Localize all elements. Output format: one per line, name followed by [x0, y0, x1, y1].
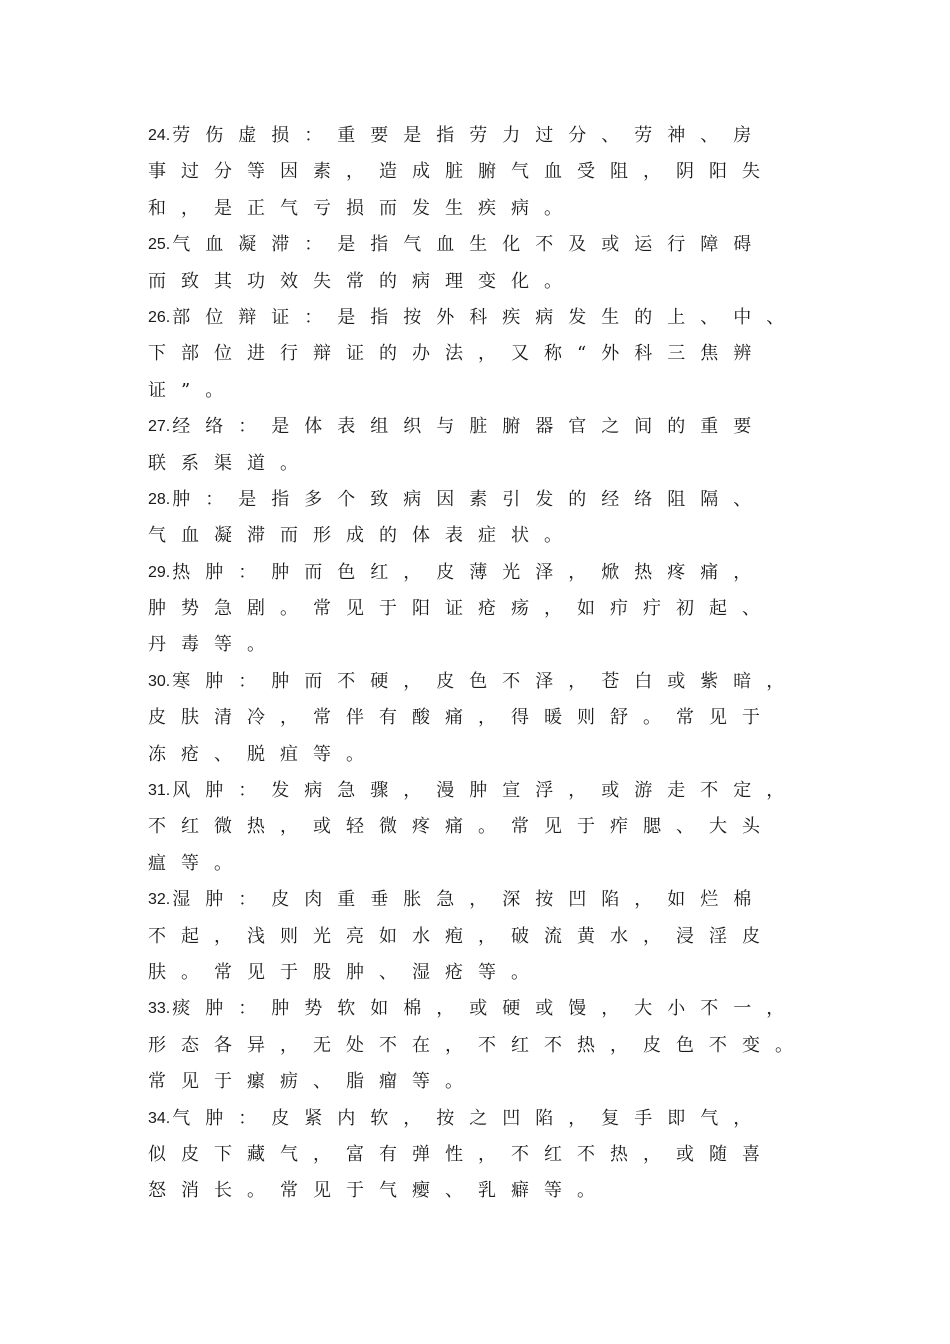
document-page	[148, 118, 818, 1210]
entry-line	[148, 555, 818, 591]
entry-line	[148, 1137, 818, 1173]
entry-number: 31.	[148, 782, 171, 800]
definition-entry-26	[148, 300, 818, 409]
entry-text: 瘟等。	[148, 852, 247, 874]
entry-line	[148, 482, 818, 518]
entry-text: 劳伤虚损：重要是指劳力过分、劳神、房	[172, 125, 767, 146]
entry-line	[148, 300, 818, 336]
entry-line	[148, 700, 818, 736]
entry-line	[148, 118, 818, 154]
definition-entry-27	[148, 409, 818, 482]
definition-entry-24	[148, 118, 818, 227]
definition-entry-28	[148, 482, 818, 555]
entry-text: 冻疮、脱疽等。	[148, 743, 379, 765]
entry-line	[148, 227, 818, 263]
definition-entry-32	[148, 882, 818, 991]
entry-text: 湿肿：皮肉重垂胀急，深按凹陷，如烂棉	[172, 889, 767, 911]
entry-text: 肤。常见于股肿、湿疮等。	[148, 961, 544, 983]
entry-line	[148, 737, 818, 773]
entry-text: 证”。	[148, 379, 239, 401]
entry-line	[148, 1173, 818, 1209]
entry-text: 不起，浅则光亮如水疱，破流黄水，浸淫皮	[148, 925, 775, 947]
entry-line	[148, 264, 818, 300]
entry-text: 风肿：发病急骤，漫肿宣浮，或游走不定，	[172, 780, 800, 802]
entry-text: 下部位进行辩证的办法，又称“外科三焦辨	[148, 343, 767, 365]
entry-text: 和，是正气亏损而发生疾病。	[148, 197, 577, 219]
entry-number: 34.	[148, 1109, 171, 1127]
entry-line	[148, 955, 818, 991]
definition-entry-29	[148, 555, 818, 664]
entry-text: 不红微热，或轻微疼痛。常见于痄腮、大头	[148, 816, 775, 838]
entry-text: 气血凝滞而形成的体表症状。	[148, 525, 577, 547]
entry-text: 似皮下藏气，富有弹性，不红不热，或随喜	[148, 1143, 775, 1165]
entry-number: 24.	[148, 127, 171, 144]
entry-line	[148, 664, 818, 700]
entry-line	[148, 1064, 818, 1100]
entry-line	[148, 991, 818, 1027]
entry-line	[148, 518, 818, 554]
entry-line	[148, 154, 818, 190]
entry-text: 而致其功效失常的病理变化。	[148, 270, 577, 292]
definition-entry-25	[148, 227, 818, 300]
entry-number: 27.	[148, 418, 171, 436]
definition-entry-34	[148, 1101, 818, 1210]
entry-line	[148, 591, 818, 627]
entry-line	[148, 809, 818, 845]
entry-text: 肿：是指多个致病因素引发的经络阻隔、	[172, 488, 767, 510]
entry-line	[148, 882, 818, 918]
entry-number: 26.	[148, 308, 171, 326]
entry-text: 事过分等因素，造成脏腑气血受阻，阴阳失	[148, 161, 775, 183]
definition-entry-33	[148, 991, 818, 1100]
entry-text: 经络：是体表组织与脏腑器官之间的重要	[172, 416, 767, 438]
entry-line	[148, 773, 818, 809]
entry-line	[148, 446, 818, 482]
entry-line	[148, 409, 818, 445]
definition-entry-30	[148, 664, 818, 773]
definition-entry-31	[148, 773, 818, 882]
entry-text: 丹毒等。	[148, 634, 280, 656]
entry-text: 气血凝滞：是指气血生化不及或运行障碍	[172, 234, 767, 256]
entry-number: 33.	[148, 1000, 171, 1018]
entry-number: 28.	[148, 490, 171, 508]
entry-line	[148, 191, 818, 227]
entry-number: 30.	[148, 672, 171, 690]
entry-text: 部位辩证：是指按外科疾病发生的上、中、	[172, 306, 800, 328]
entry-text: 热肿：肿而色红，皮薄光泽，焮热疼痛，	[172, 561, 767, 583]
entry-text: 痰肿：肿势软如棉，或硬或馒，大小不一，	[172, 998, 800, 1020]
entry-line	[148, 336, 818, 372]
entry-text: 气肿：皮紧内软，按之凹陷，复手即气，	[172, 1107, 767, 1129]
entry-number: 29.	[148, 563, 171, 581]
entry-line	[148, 1101, 818, 1137]
entry-line	[148, 373, 818, 409]
entry-line	[148, 919, 818, 955]
entry-line	[148, 1028, 818, 1064]
entry-text: 常见于瘰疬、脂瘤等。	[148, 1071, 478, 1093]
entry-text: 形态各异，无处不在，不红不热，皮色不变。	[148, 1034, 808, 1056]
entry-text: 联系渠道。	[148, 452, 313, 474]
entry-line	[148, 627, 818, 663]
entry-number: 25.	[148, 236, 171, 254]
entry-text: 皮肤清冷，常伴有酸痛，得暖则舒。常见于	[148, 707, 775, 729]
entry-text: 寒肿：肿而不硬，皮色不泽，苍白或紫暗，	[172, 670, 800, 692]
entry-line	[148, 846, 818, 882]
entry-text: 肿势急剧。常见于阳证疮疡，如疖疔初起、	[148, 598, 775, 620]
entry-number: 32.	[148, 891, 171, 909]
entry-text: 怒消长。常见于气瘿、乳癖等。	[148, 1180, 610, 1202]
